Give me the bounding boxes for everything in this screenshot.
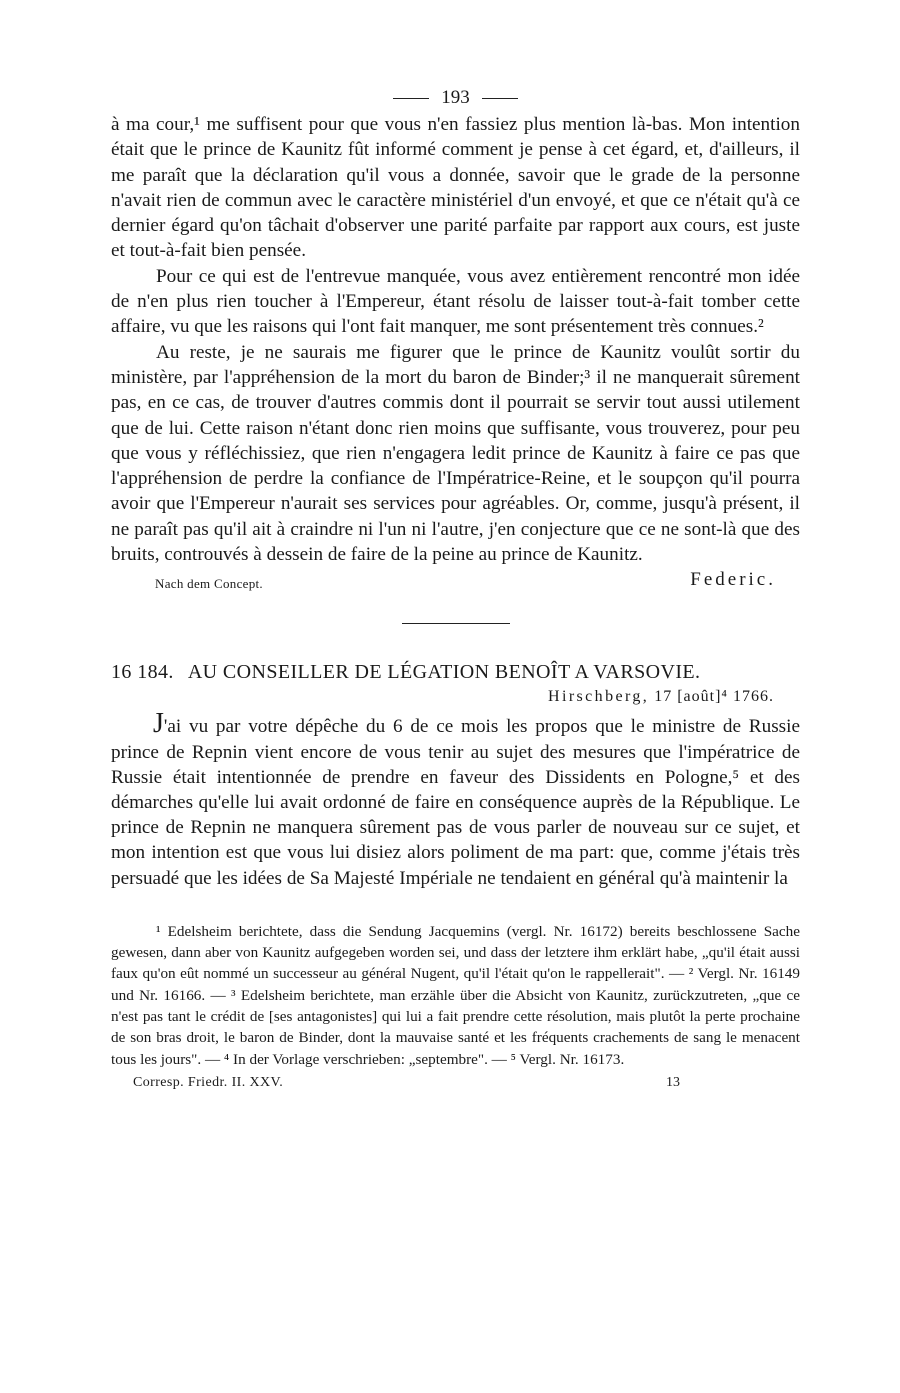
footnotes xyxy=(111,921,800,1070)
continued-letter xyxy=(111,112,800,567)
signature: Federic. xyxy=(690,569,776,591)
sheet-number: 13 xyxy=(666,1074,680,1090)
page xyxy=(111,84,800,1099)
section-divider xyxy=(402,623,510,624)
letter-heading xyxy=(111,661,800,684)
footnotes-text: ¹ Edelsheim berichtete, dass die Sendung Jacquemins (vergl. Nr. 16172) bereits beschlossene Sache gewesen, dann aber von Kaunitz aufgegeben worden sei, und dass der letztere ihm erklärt habe, „qu'il était aussi faux qu'on eût nommé un successeur au général Nugent, qu'il l'était qu'on le rappellerait". — ² Vergl. Nr. 16149 und Nr. 16166. — ³ Edelsheim berichtete, man erzähle über die Absicht von Kaunitz, zurückzutreten, „que ce n'est pas tant le crédit de [ses antagonistes] qui lui a fait prendre cette résolution, mais plutôt la perte prochaine de son bras droit, le baron de Binder, dont la mauvaise santé et les fréquents crachements de sang le menacent tous les jours". — ⁴ In der Vorlage verschrieben: „septembre". — ⁵ Vergl. Nr. 16173. xyxy=(111,922,800,1068)
paragraph-3: Au reste, je ne saurais me figurer que le prince de Kaunitz voulût sortir du ministère, par l'appréhension de la mort du baron de Binder;³ il ne manquerait sûrement pas, en ce cas, de trouver d'autres commis dont il pourrait se servir tout aussi utilement que de lui. Cette raison n'étant donc rien moins que suffisante, vous trouverez, pour peu que vous y réfléchissiez, que rien n'engagera ledit prince de Kaunitz à faire ce pas que l'appréhension de perdre la confiance de l'Impératrice-Reine, et le soupçon qu'il pourra avoir que l'Empereur n'aurait ses services pour agréables. Or, comme, jusqu'à présent, il ne paraît pas qu'il ait à craindre ni l'un ni l'autre, j'en conjecture que ce ne sont-là que des bruits, controuvés à dessein de faire de la peine au prince de Kaunitz. xyxy=(111,341,800,566)
series-title: Corresp. Friedr. II. XXV. xyxy=(133,1074,284,1090)
page-header xyxy=(111,84,800,112)
letter-date: 17 [août]⁴ 1766. xyxy=(654,688,774,706)
header-rule-right xyxy=(482,98,518,99)
header-rule-left xyxy=(393,98,429,99)
letter-place: Hirschberg, xyxy=(548,688,650,706)
source-note: Nach dem Concept. xyxy=(155,576,263,592)
page-footer xyxy=(111,1075,800,1099)
letter-place-date xyxy=(111,688,774,714)
letter-text: 'ai vu par votre dépêche du 6 de ce mois les propos que le ministre de Russie prince de Repnin vient encore de vous tenir au sujet des mesures que l'impératrice de Russie était intentionnée de prendre en faveur des Dissidents en Pologne,⁵ et des démarches qu'elle lui avait ordonné de faire en conséquence auprès de la République. Le prince de Repnin ne manquera sûrement pas de vous parler de nouveau sur ce sujet, et mon intention est que vous lui disiez alors poliment de ma part: que, comme j'étais très persuadé que les idées de Sa Majesté Impériale ne tendaient en général qu'à maintenir la xyxy=(111,716,800,889)
letter-number: 16 184. xyxy=(111,661,174,684)
letter-paragraph xyxy=(111,708,800,890)
signature-line xyxy=(111,567,800,597)
paragraph-1: à ma cour,¹ me suffisent pour que vous n'en fassiez plus mention là-bas. Mon intention était que le prince de Kaunitz fût informé comment je pense à cet égard, et, d'ailleurs, il me paraît que la déclaration qu'il vous a donnée, savoir que le grade de la personne n'avait rien de commun avec le caractère ministériel d'un envoyé, et que ce n'était qu'à ce dernier égard qu'on tâchait d'observer une parité parfaite par rapport aux cours, est juste et tout-à-fait bien pensée. xyxy=(111,114,800,262)
drop-cap: J xyxy=(153,708,164,740)
paragraph-2: Pour ce qui est de l'entrevue manquée, vous avez entièrement rencontré mon idée de n'en plus rien toucher à l'Empereur, étant résolu de laisser tout-à-fait tomber cette affaire, vu que les raisons qui l'ont fait manquer, me sont présentement très connues.² xyxy=(111,265,800,338)
letter-title: AU CONSEILLER DE LÉGATION BENOÎT A VARSOVIE. xyxy=(187,661,701,684)
letter-body xyxy=(111,708,800,890)
page-number: 193 xyxy=(441,87,470,108)
